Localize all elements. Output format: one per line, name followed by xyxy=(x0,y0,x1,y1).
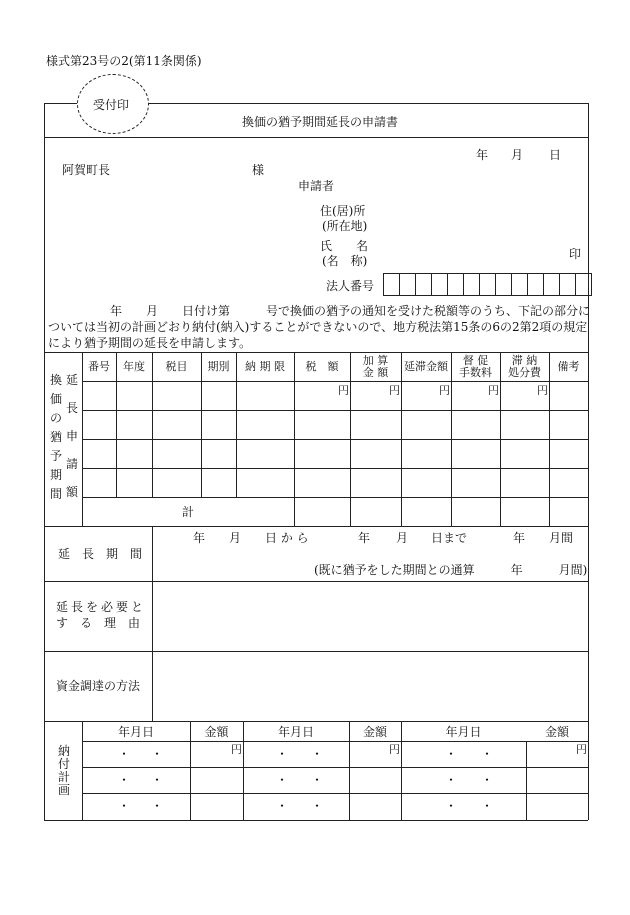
pp-h-amount-2: 金額 xyxy=(362,725,387,739)
corp-number-label: 法人番号 xyxy=(326,279,375,293)
frame-left xyxy=(44,103,45,820)
pp-h-date-3: 年月日 xyxy=(445,725,482,739)
table1-header-bottom xyxy=(82,381,588,382)
stamp-label: 受付印 xyxy=(93,98,130,112)
pp-date-dot: ・ xyxy=(445,747,458,761)
pp-date-dot: ・ xyxy=(118,799,131,813)
applicant-address-label: 住(居)所 xyxy=(320,204,366,218)
ext-to-day: 日まで xyxy=(431,531,468,545)
corp-number-digit-box[interactable] xyxy=(447,273,464,296)
corp-number-digit-box[interactable] xyxy=(527,273,544,296)
date-month: 月 xyxy=(511,148,524,162)
table1-row4-bottom xyxy=(82,497,588,498)
t1-h-number: 番号 xyxy=(88,360,110,373)
intro-line-1: 年 月 日付け第 号で換価の猶予の通知を受けた税額等のうち、下記の部分に xyxy=(110,304,591,318)
intro-line-2: ついては当初の計画どおり納付(納入)することができないので、地方税法第15条の6の2第2項の規定 xyxy=(48,320,588,334)
t1-yen-amount: 円 xyxy=(338,384,349,397)
pp-date-dot: ・ xyxy=(481,773,494,787)
pp-row2-bottom xyxy=(82,793,588,794)
reason-bottom xyxy=(44,651,588,652)
t1-col-2 xyxy=(152,352,153,497)
reason-label-1: 延長を必要と xyxy=(56,600,147,614)
corp-number-digit-box[interactable] xyxy=(575,273,592,296)
pp-side-label: 納 付 計 画 xyxy=(57,744,70,797)
pp-date-dot: ・ xyxy=(118,747,131,761)
t1-h-fee: 督 促 手数料 xyxy=(459,354,492,379)
funding-label: 資金調達の方法 xyxy=(56,679,141,693)
ext-to-year: 年 xyxy=(358,531,371,545)
corp-number-digit-box[interactable] xyxy=(383,273,400,296)
pp-h-amount-1: 金額 xyxy=(204,725,229,739)
t1-col-10 xyxy=(549,352,550,526)
pp-col-5 xyxy=(526,741,527,820)
ext-label-divider xyxy=(152,526,153,721)
addressee-suffix: 様 xyxy=(252,163,265,177)
t1-h-surcharge: 加 算 金 額 xyxy=(362,354,389,379)
pp-date-dot: ・ xyxy=(118,773,131,787)
pp-date-dot: ・ xyxy=(481,747,494,761)
pp-date-dot: ・ xyxy=(311,773,324,787)
corp-number-digit-box[interactable] xyxy=(431,273,448,296)
reason-label-2: す る 理 由 xyxy=(56,616,141,630)
pp-date-dot: ・ xyxy=(151,799,164,813)
applicant-label: 申請者 xyxy=(298,179,335,193)
seal-mark: 印 xyxy=(569,247,582,261)
pp-yen-3: 円 xyxy=(576,743,587,756)
t1-side-label-right: 延 長 申 請 額 xyxy=(65,373,78,499)
date-day: 日 xyxy=(549,148,562,162)
table1-row1-bottom xyxy=(82,410,588,411)
table1-bottom xyxy=(44,526,588,527)
table1-row3-bottom xyxy=(82,468,588,469)
pp-date-dot: ・ xyxy=(276,773,289,787)
frame-right xyxy=(588,103,589,820)
ext-total-months: 月間 xyxy=(549,531,574,545)
t1-col-1 xyxy=(116,352,117,497)
frame-bottom xyxy=(44,820,588,821)
date-year: 年 xyxy=(476,148,489,162)
t1-h-deadline: 納 期 限 xyxy=(245,360,285,373)
t1-side-label-left: 換 価 の 猶 予 期 間 xyxy=(49,373,62,501)
addressee: 阿賀町長 xyxy=(62,163,111,177)
t1-h-remarks: 備考 xyxy=(557,360,580,373)
ext-from-year: 年 xyxy=(193,531,206,545)
t1-yen-fee: 円 xyxy=(488,384,499,397)
corp-number-digit-box[interactable] xyxy=(543,273,560,296)
ext-bottom xyxy=(44,581,588,582)
ext-to-month: 月 xyxy=(396,531,409,545)
pp-date-dot: ・ xyxy=(276,747,289,761)
applicant-name-sub: (名 称) xyxy=(322,254,368,268)
pp-date-dot: ・ xyxy=(311,799,324,813)
form-title: 換価の猶予期間延長の申請書 xyxy=(241,115,398,129)
funding-bottom xyxy=(44,721,588,722)
pp-header-bottom xyxy=(82,741,588,742)
applicant-name-label: 氏 名 xyxy=(320,239,369,253)
pp-date-dot: ・ xyxy=(481,799,494,813)
corp-number-digit-box[interactable] xyxy=(511,273,528,296)
t1-col-3 xyxy=(201,352,202,497)
pp-date-dot: ・ xyxy=(445,799,458,813)
t1-total-label: 計 xyxy=(182,505,195,519)
pp-date-dot: ・ xyxy=(276,799,289,813)
corp-number-digit-box[interactable] xyxy=(415,273,432,296)
ext-label: 延 長 期 間 xyxy=(58,547,143,561)
corp-number-digit-box[interactable] xyxy=(399,273,416,296)
ext-cumulative: (既に猶予をした期間との通算 年 月間) xyxy=(314,563,588,577)
t1-yen-surcharge: 円 xyxy=(389,384,400,397)
table1-row2-bottom xyxy=(82,439,588,440)
t1-yen-delinquency: 円 xyxy=(439,384,450,397)
pp-h-date-2: 年月日 xyxy=(277,725,314,739)
corp-number-digit-box[interactable] xyxy=(495,273,512,296)
t1-h-taxitem: 税目 xyxy=(165,360,188,373)
corp-number-digit-box[interactable] xyxy=(463,273,480,296)
applicant-address-sub: (所在地) xyxy=(322,219,368,233)
pp-yen-2: 円 xyxy=(389,743,400,756)
corp-number-digit-box[interactable] xyxy=(559,273,576,296)
ext-from-month: 月 xyxy=(229,531,242,545)
pp-yen-1: 円 xyxy=(231,743,242,756)
pp-date-dot: ・ xyxy=(151,747,164,761)
intro-line-3: により猶予期間の延長を申請します。 xyxy=(48,336,252,350)
title-divider xyxy=(44,137,588,138)
pp-row1-bottom xyxy=(82,767,588,768)
t1-col-side xyxy=(82,352,83,526)
t1-h-period: 期別 xyxy=(207,360,230,373)
t1-h-year: 年度 xyxy=(123,360,145,373)
t1-col-5 xyxy=(294,352,295,526)
pp-h-date-1: 年月日 xyxy=(117,725,154,739)
ext-from-day: 日 か ら xyxy=(265,531,309,545)
pp-date-dot: ・ xyxy=(151,773,164,787)
t1-h-disposal: 滞 納 処分費 xyxy=(508,354,541,379)
reception-stamp xyxy=(77,74,149,134)
ext-total-year: 年 xyxy=(513,531,526,545)
t1-h-amount: 税 額 xyxy=(305,360,339,373)
t1-h-delinquency: 延滞金額 xyxy=(404,360,448,373)
t1-yen-disposal: 円 xyxy=(537,384,548,397)
form-number: 様式第23号の2(第11条関係) xyxy=(46,54,202,68)
t1-col-7 xyxy=(401,352,402,526)
corp-number-digit-box[interactable] xyxy=(479,273,496,296)
t1-col-4 xyxy=(236,352,237,497)
pp-date-dot: ・ xyxy=(445,773,458,787)
pp-h-amount-3: 金額 xyxy=(544,725,569,739)
table1-top xyxy=(44,352,588,353)
pp-date-dot: ・ xyxy=(311,747,324,761)
corp-number-boxes[interactable] xyxy=(384,273,592,296)
